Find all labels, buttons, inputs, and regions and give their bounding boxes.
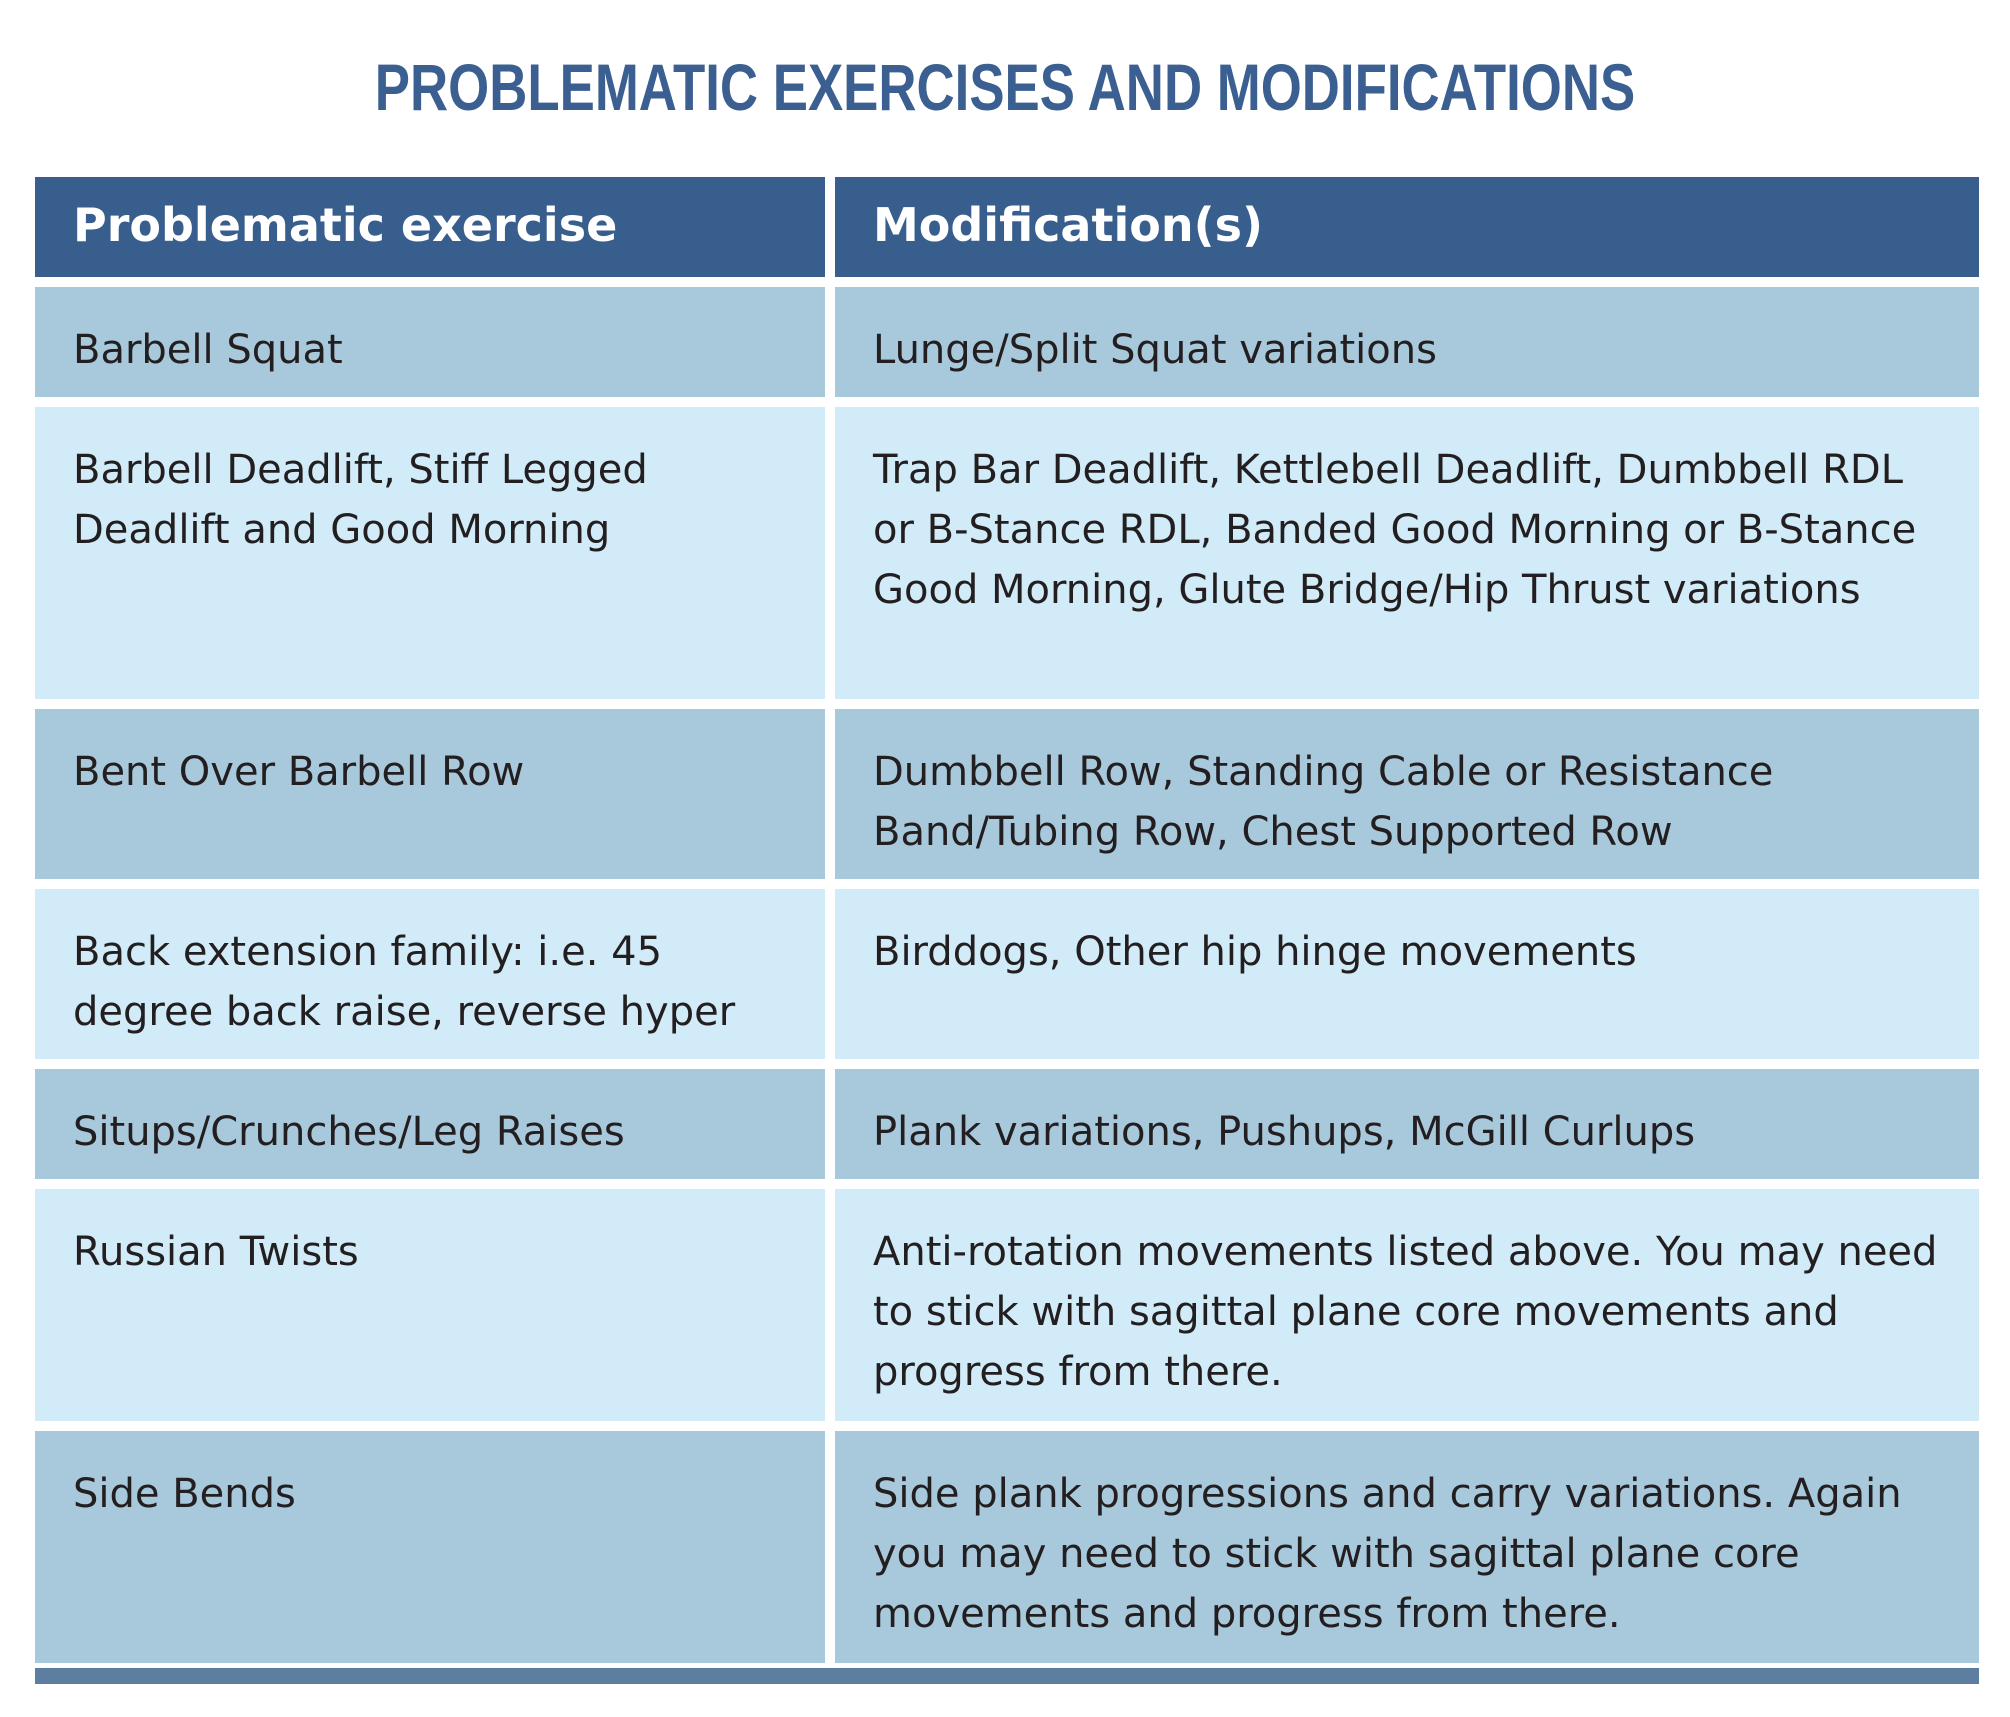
table-row [35, 709, 1979, 879]
table-row [35, 1431, 1979, 1663]
header-problematic-exercise: Problematic exercise [35, 177, 825, 277]
table-row [35, 407, 1979, 699]
exercise-cell: Barbell Deadlift, Stiff Legged Deadlift and Good Morning [35, 407, 825, 699]
table-bottom-bar [35, 1668, 1979, 1684]
modification-cell: Anti-rotation movements listed above. You may need to stick with sagittal plane core movements and progress from there. [835, 1189, 1979, 1421]
table-row [35, 287, 1979, 397]
exercise-table [35, 177, 1979, 1673]
exercise-cell: Barbell Squat [35, 287, 825, 397]
modification-cell: Lunge/Split Squat variations [835, 287, 1979, 397]
exercise-cell: Bent Over Barbell Row [35, 709, 825, 879]
page-title: PROBLEMATIC EXERCISES AND MODIFICATIONS [374, 50, 1636, 124]
table-header-row [35, 177, 1979, 277]
table-row [35, 889, 1979, 1059]
exercise-cell: Situps/Crunches/Leg Raises [35, 1069, 825, 1179]
header-modifications: Modification(s) [835, 177, 1979, 277]
modification-cell: Dumbbell Row, Standing Cable or Resistance Band/Tubing Row, Chest Supported Row [835, 709, 1979, 879]
exercise-cell: Side Bends [35, 1431, 825, 1663]
table-row [35, 1189, 1979, 1421]
exercise-cell: Back extension family: i.e. 45 degree back raise, reverse hyper [35, 889, 825, 1059]
modification-cell: Side plank progressions and carry variations. Again you may need to stick with sagittal plane core movements and progress from there. [835, 1431, 1979, 1663]
modification-cell: Trap Bar Deadlift, Kettlebell Deadlift, Dumbbell RDL or B-Stance RDL, Banded Good Morning or B-Stance Good Morning, Glute Bridge/Hip Thrust variations [835, 407, 1979, 699]
exercise-cell: Russian Twists [35, 1189, 825, 1421]
table-row [35, 1069, 1979, 1179]
modification-cell: Plank variations, Pushups, McGill Curlups [835, 1069, 1979, 1179]
modification-cell: Birddogs, Other hip hinge movements [835, 889, 1979, 1059]
